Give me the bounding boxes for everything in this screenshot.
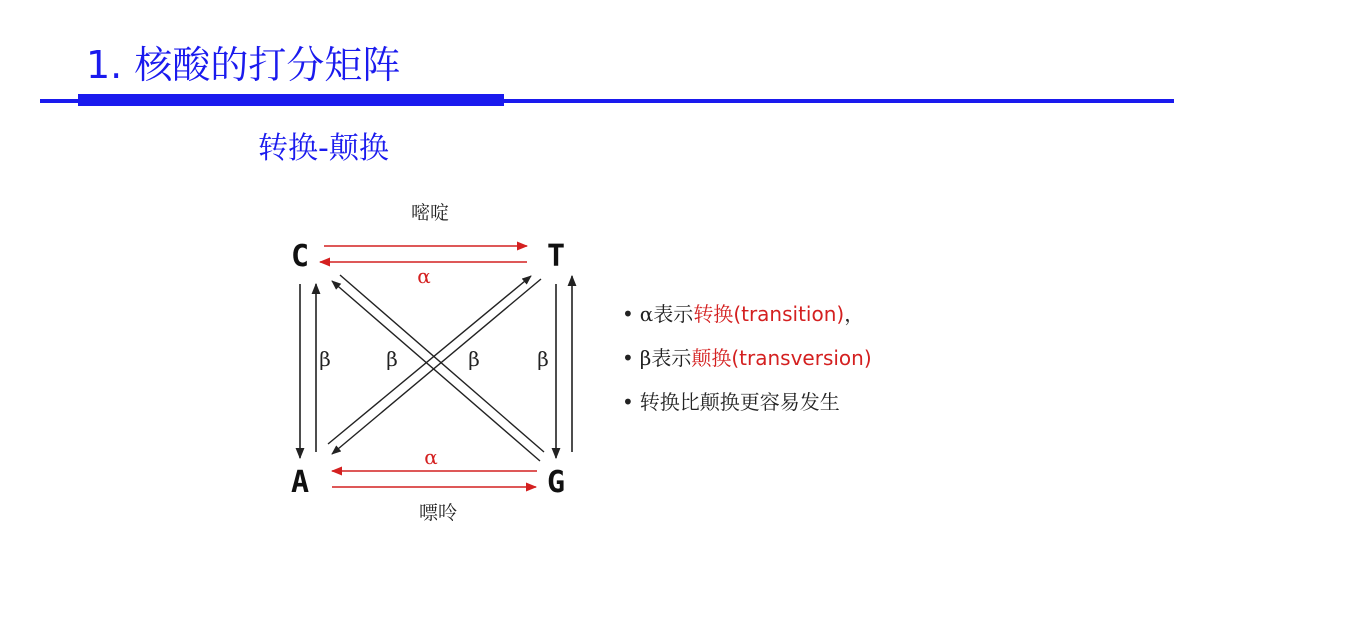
node-t: T (546, 239, 566, 274)
arrow-a-to-t (328, 276, 531, 444)
note-alpha-english: (transition) (733, 302, 845, 326)
label-ag-alpha: α (424, 445, 438, 469)
pyrimidine-label: 嘧啶 (410, 202, 450, 224)
arrow-g-to-c (332, 281, 540, 461)
label-ta-beta: β (386, 347, 398, 371)
label-tg-beta: β (537, 347, 549, 371)
note-alpha (622, 296, 872, 340)
label-ct-alpha: α (417, 264, 431, 288)
purine-label: 嘌呤 (418, 502, 458, 524)
bullet-icon: • (622, 390, 634, 414)
note-beta-text: 表示 (651, 346, 692, 370)
note-beta-english: (transversion) (731, 346, 872, 370)
node-a: A (290, 465, 310, 500)
beta-symbol: β (639, 346, 652, 370)
alpha-symbol: α (639, 302, 654, 326)
node-g: G (546, 465, 566, 500)
label-cg-beta: β (468, 347, 480, 371)
note-alpha-term: 转换 (693, 302, 734, 326)
bullet-icon: • (622, 346, 634, 370)
arrow-t-to-a (332, 279, 541, 454)
node-c: C (290, 239, 310, 274)
slide-title: 1. 核酸的打分矩阵 (86, 43, 401, 87)
label-ca-beta: β (319, 347, 331, 371)
note-summary-text: 转换比颠换更容易发生 (639, 390, 840, 414)
note-alpha-suffix: ， (844, 302, 865, 326)
note-summary (622, 384, 872, 428)
note-alpha-text: 表示 (653, 302, 694, 326)
slide-subtitle: 转换-颠换 (258, 131, 389, 166)
note-beta-term: 颠换 (691, 346, 732, 370)
note-beta (622, 340, 872, 384)
notes-list (622, 296, 872, 428)
bullet-icon: • (622, 302, 634, 326)
